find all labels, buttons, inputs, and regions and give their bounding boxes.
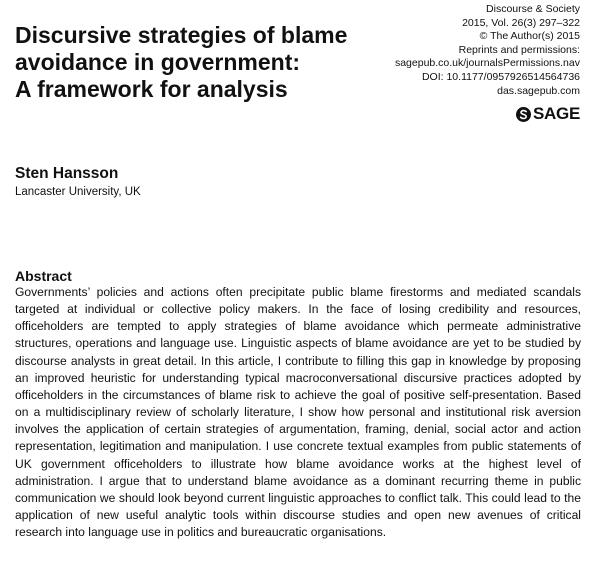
publisher-logo — [516, 104, 580, 124]
permissions-link[interactable]: sagepub.co.uk/journalsPermissions.nav — [394, 57, 580, 70]
title-line-1: Discursive strategies of blame — [15, 22, 348, 48]
title-line-3: A framework for analysis — [15, 76, 288, 102]
copyright-notice: © The Author(s) 2015 — [479, 30, 580, 43]
title-line-2: avoidance in government: — [15, 49, 301, 75]
sage-logo-icon — [516, 107, 531, 122]
author-name: Sten Hansson — [15, 165, 119, 182]
journal-volume: 2015, Vol. 26(3) 297–322 — [462, 16, 580, 29]
journal-name: Discourse & Society — [486, 3, 580, 15]
journal-website-link[interactable]: das.sagepub.com — [497, 84, 580, 97]
doi-link[interactable]: DOI: 10.1177/0957926514564736 — [421, 70, 580, 83]
author-affiliation: Lancaster University, UK — [15, 186, 141, 198]
abstract-text: Governments’ policies and actions often precipitate public blame firestorms and mediated scandals targeted at individual or collective policy makers. In the face of losing credibility and resources, officeholders are tempted to apply strategies of blame avoidance which permeate administrative structures, operations and language use. Linguistic aspects of blame avoidance are yet to be studied by discourse analysts in great detail. In this article, I contribute to filling this gap in knowledge by proposing an improved heuristic for understanding typical macroconversational discursive practices adopted by officeholders in the circumstances of blame risk to achieve the goal of positive self-presentation. Based on a multidisciplinary review of scholarly literature, I show how personal and institutional risk aversion involves the application of certain strategies of argumentation, framing, denial, social actor and action representation, legitimation and manipulation. I use concrete textual examples from public statements of UK government officeholders to illustrate how blame avoidance works at the highest level of administration. I argue that to understand blame avoidance as a dominant recurring theme in public communication we should look beyond current linguistic approaches to conflict talk. This could lead to the application of new useful analytic tools within discourse studies and open new avenues of critical research into language use in politics and bureaucratic organisations. — [15, 285, 581, 540]
article-title — [15, 22, 395, 103]
abstract-heading: Abstract — [15, 268, 72, 284]
reprints-label: Reprints and permissions: — [458, 43, 580, 56]
sage-logo-text: SAGE — [533, 104, 580, 123]
journal-metadata — [360, 3, 580, 98]
